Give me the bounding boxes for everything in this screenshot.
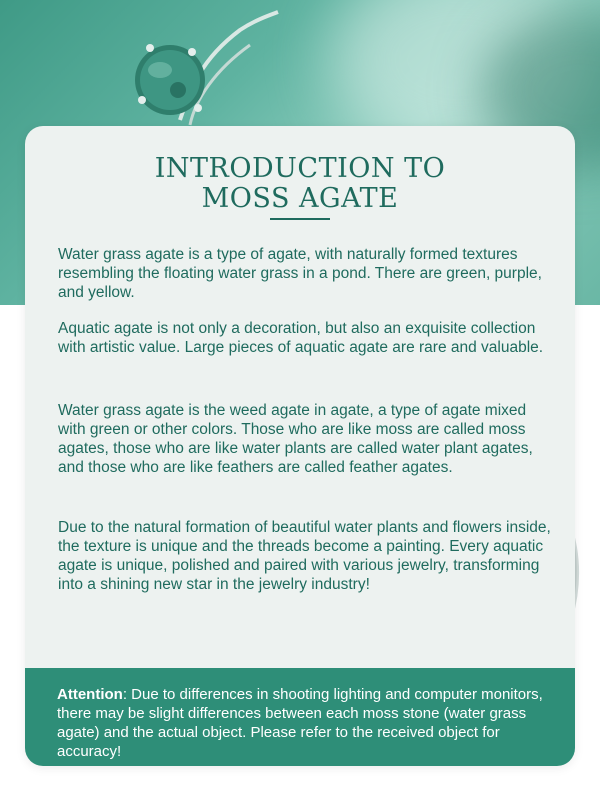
paragraph-4: Due to the natural formation of beautiful water plants and flowers inside, the texture is unique and the threads become a painting. Every aquatic agate is unique, polished and paired with various jewelry, transforming into a shining new star in the jewelry industry! [58, 519, 551, 593]
attention-text: : Due to differences in shooting lighting and computer monitors, there may be slight differences between each moss stone (water grass agate) and the actual object. Please refer to the received object for accuracy! [57, 686, 543, 760]
moss-agate-ring-image [120, 0, 280, 130]
title-line-2: MOSS AGATE [201, 183, 399, 214]
attention-note [57, 685, 562, 761]
title-line-1: INTRODUCTION TO [154, 153, 446, 184]
paragraph-1: Water grass agate is a type of agate, with naturally formed textures resembling the floating water grass in a pond. There are green, purple, and yellow. [58, 246, 542, 301]
attention-label: Attention [57, 686, 123, 703]
attention-box [25, 668, 575, 766]
intro-card [25, 126, 575, 766]
paragraph-3: Water grass agate is the weed agate in agate, a type of agate mixed with green or other colors. Those who are like moss are called moss agates, those who are like water plants are called water plant agates, and those who are like feathers are called feather agates. [58, 402, 533, 476]
title-divider [270, 218, 330, 220]
page-title [25, 154, 575, 214]
paragraph-2: Aquatic agate is not only a decoration, but also an exquisite collection with artistic value. Large pieces of aquatic agate are rare and valuable. [58, 320, 544, 356]
